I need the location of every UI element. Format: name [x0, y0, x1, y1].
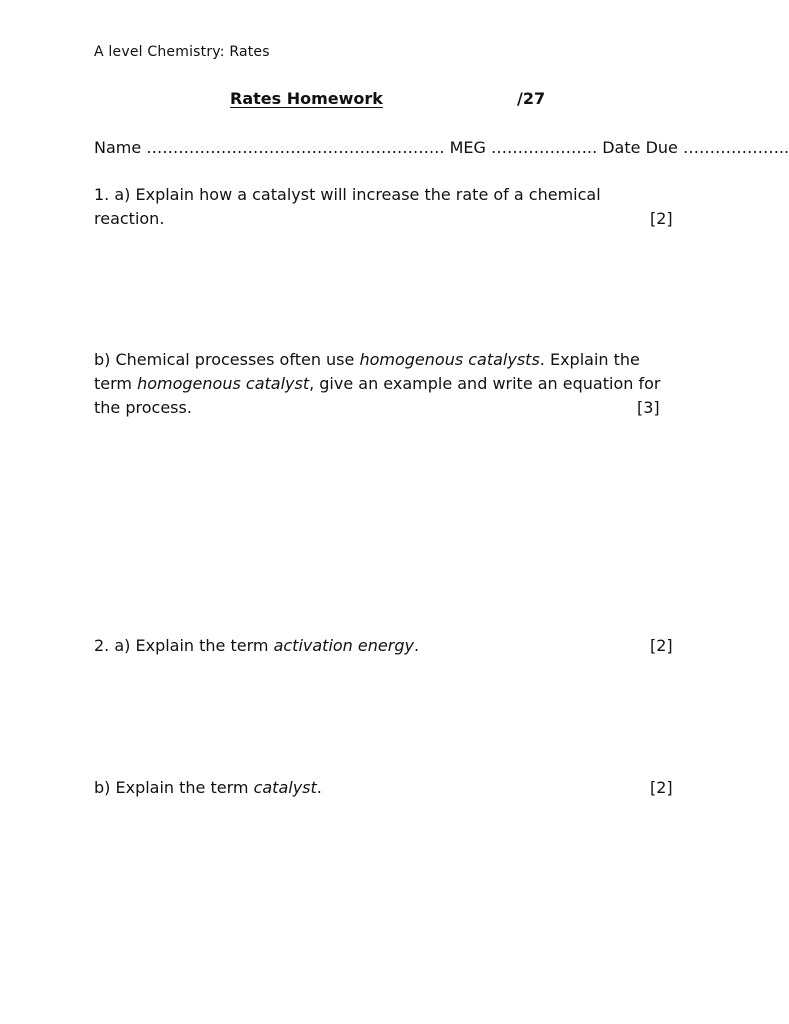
question-2a-text: 2. a) Explain the term	[94, 636, 274, 655]
question-1b-text: b) Chemical processes often use	[94, 350, 360, 369]
date-due-label: . Date Due	[592, 138, 678, 157]
question-2b	[94, 776, 678, 800]
name-field: ……………………………………………….	[146, 138, 440, 157]
question-1b-text: . Explain the	[539, 350, 640, 369]
question-2b-marks: [2]	[650, 778, 673, 797]
question-1b-line-1	[94, 348, 678, 372]
question-2a-marks: [2]	[650, 636, 673, 655]
student-details-line	[94, 136, 789, 160]
question-1b-text: term	[94, 374, 138, 393]
question-2b-text: b) Explain the term	[94, 778, 254, 797]
meg-label: . MEG	[439, 138, 486, 157]
question-1b-line-2	[94, 372, 678, 396]
question-1a-line-1: 1. a) Explain how a catalyst will increase the rate of a chemical	[94, 185, 601, 204]
question-1b-text: , give an example and write an equation for	[309, 374, 661, 393]
name-label: Name	[94, 138, 142, 157]
meg-field: ……………….	[490, 138, 593, 157]
document-header: A level Chemistry: Rates	[94, 44, 270, 60]
question-2b-text: .	[316, 778, 322, 797]
question-2b-term: catalyst	[253, 778, 317, 797]
question-1a-marks: [2]	[650, 209, 673, 228]
question-1b-term-2: homogenous catalyst	[137, 374, 310, 393]
question-1b-term-1: homogenous catalysts	[359, 350, 540, 369]
question-2a-text: .	[413, 636, 420, 655]
question-1b-marks: [3]	[637, 398, 660, 417]
question-1b	[94, 348, 678, 420]
date-due-field: ………………..	[682, 138, 789, 157]
question-2a	[94, 634, 678, 658]
question-2a-term: activation energy	[273, 636, 414, 655]
question-1a	[94, 183, 678, 231]
question-1b-line-3: the process.	[94, 398, 192, 417]
question-1a-line-2: reaction.	[94, 209, 165, 228]
page-title: Rates Homework	[230, 89, 383, 108]
total-marks: /27	[517, 89, 546, 108]
